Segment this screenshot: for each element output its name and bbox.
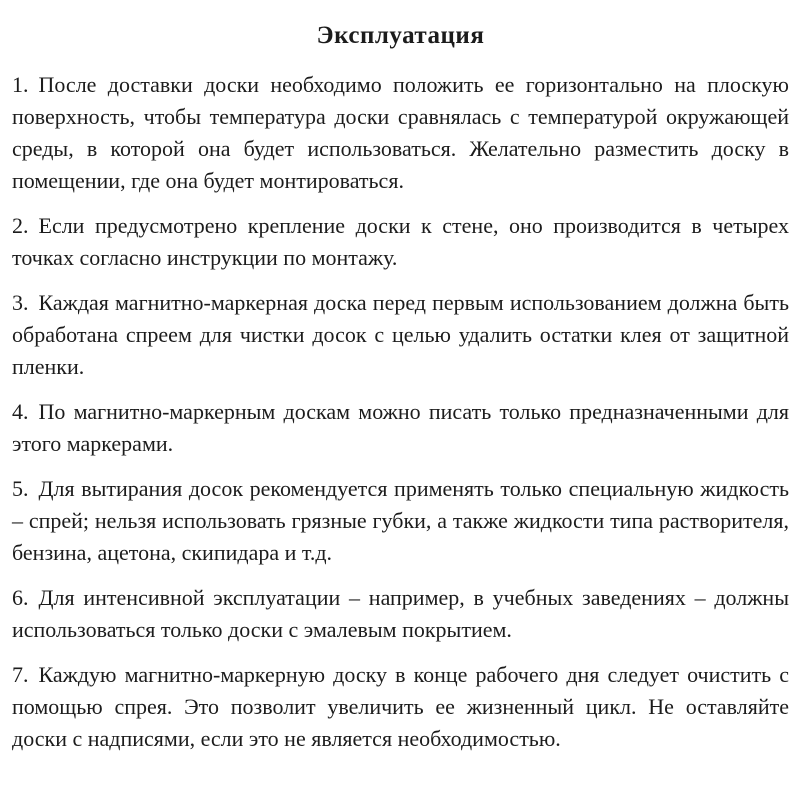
page-title: Эксплуатация (316, 22, 485, 49)
list-item (12, 69, 789, 197)
list-item-number: 7. (12, 662, 29, 687)
list-item-number: 3. (12, 290, 29, 315)
list-item-text: Для интенсивной эксплуатации – например, в учебных заведениях – должны использоваться только доски с эмалевым покрытием. (12, 585, 789, 642)
list-item (12, 659, 789, 755)
list-item-number: 1. (12, 72, 29, 97)
list-item (12, 582, 789, 646)
list-item-number: 2. (12, 213, 29, 238)
list-item-text: Если предусмотрено крепление доски к стене, оно производится в четырех точках согласно инструкции по монтажу. (12, 213, 789, 270)
list-item-number: 5. (12, 476, 29, 501)
list-item-number: 6. (12, 585, 29, 610)
list-item-text: Каждую магнитно-маркерную доску в конце рабочего дня следует очистить с помощью спрея. Это позволит увеличить ее жизненный цикл. Не оставляйте доски с надписями, если это не является необходимостью. (12, 662, 789, 751)
list-item (12, 396, 789, 460)
list-item-text: После доставки доски необходимо положить ее горизонтально на плоскую поверхность, чтобы температура доски сравнялась с температурой окружающей среды, в которой она будет использоваться. Желательно разместить доску в помещении, где она будет монтироваться. (12, 72, 789, 193)
list-item (12, 210, 789, 274)
list-item-text: Каждая магнитно-маркерная доска перед первым использованием должна быть обработана спреем для чистки досок с целью удалить остатки клея от защитной пленки. (12, 290, 789, 379)
list-item-number: 4. (12, 399, 29, 424)
list-item (12, 287, 789, 383)
list-item-text: По магнитно-маркерным доскам можно писать только предназначенными для этого маркерами. (12, 399, 789, 456)
list-item (12, 473, 789, 569)
list-item-text: Для вытирания досок рекомендуется применять только специальную жидкость – спрей; нельзя использовать грязные губки, а также жидкости типа растворителя, бензина, ацетона, скипидара и т.д. (12, 476, 789, 565)
